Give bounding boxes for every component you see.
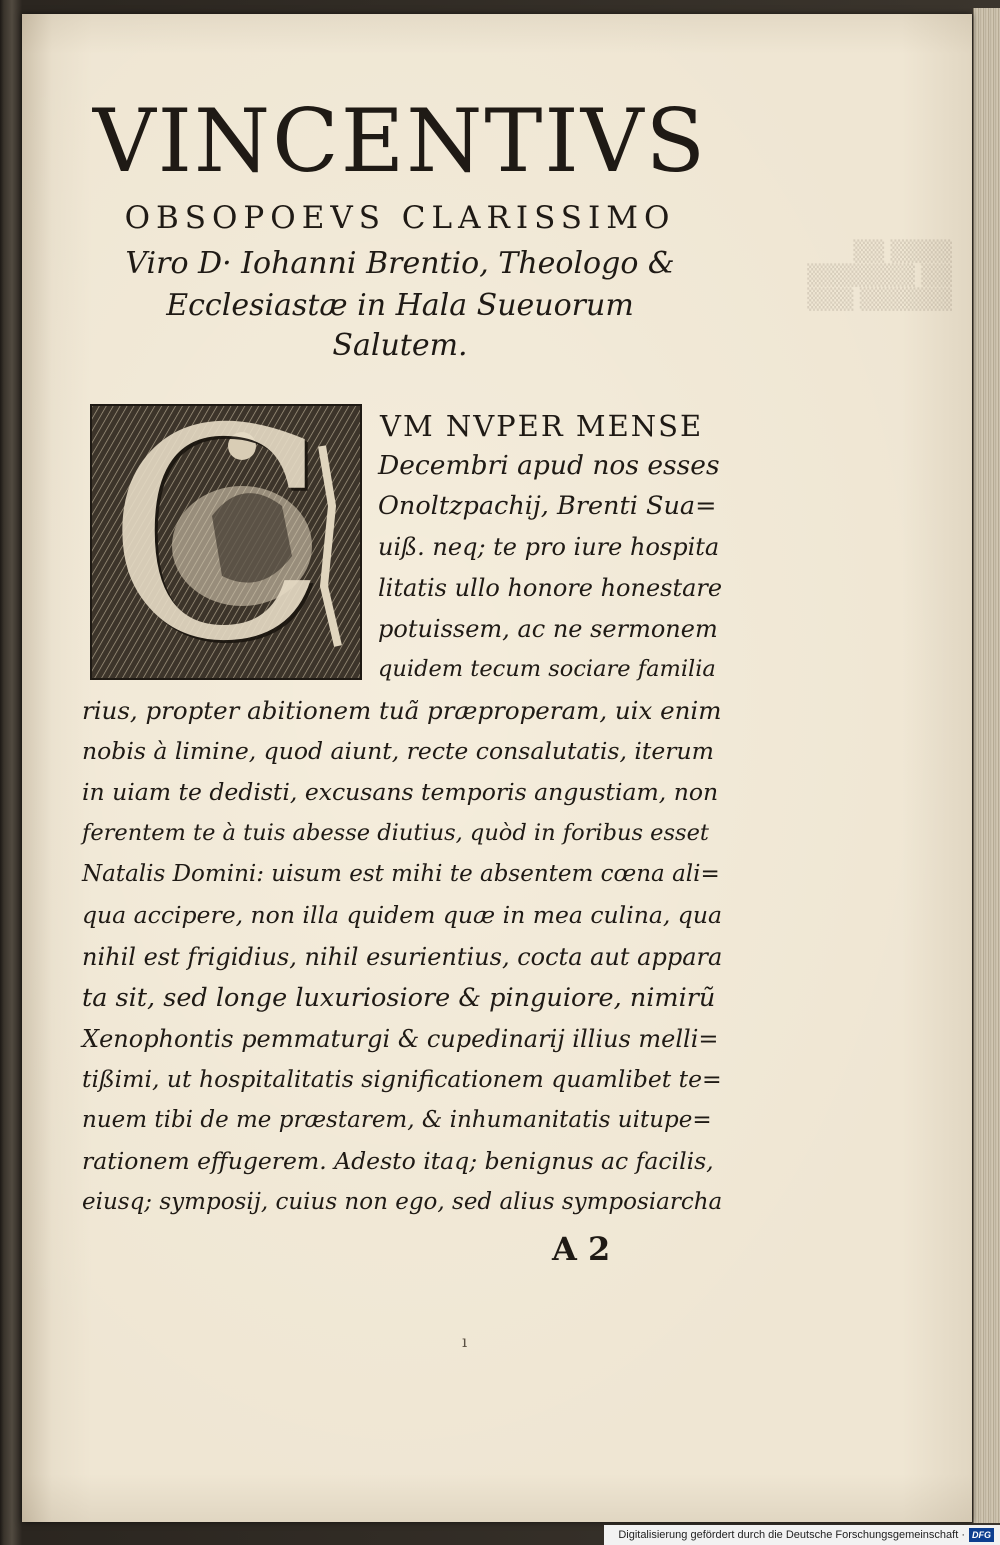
dfg-logo-icon[interactable]: DFG (969, 1528, 994, 1542)
footer-bar (604, 1525, 1000, 1545)
heading-line-2: OBSOPOEVS CLARISSIMO (124, 200, 676, 236)
body-line-9: nobis à limine, quod aiunt, recte consalutatis, iterum (82, 737, 714, 765)
body-line-4: uiß. neq; te pro iure hospita (378, 533, 720, 561)
initial-letter: C (106, 404, 328, 680)
body-line-10: in uiam te dedisti, excusans temporis angustiam, non (82, 778, 719, 806)
body-line-11: ferentem te à tuis abesse diutius, quòd in foribus esset (82, 820, 709, 846)
body-line-16: Xenophontis pemmaturgi & cupedinarij illius melli= (82, 1025, 719, 1053)
heading-line-3: Viro D· Iohanni Brentio, Theologo & (125, 246, 675, 281)
footer-credit: Digitalisierung gefördert durch die Deutsche Forschungsgemeinschaft · (618, 1529, 965, 1541)
heading-line-4: Ecclesiastæ in Hala Sueuorum (166, 288, 634, 323)
signature-mark: A 2 (552, 1230, 611, 1268)
body-line-20: eiusq; symposij, cuius non ego, sed alius symposiarcha (82, 1189, 723, 1215)
show-through-text: ▒▒ ▒▒▒▒ ▒▒▒▒▒▒▒ ▒▒ ▒▒▒ ▒▒▒▒▒▒ (807, 239, 952, 311)
book-page (22, 14, 972, 1522)
body-line-8: rius, propter abitionem tuã præproperam, uix enim (82, 696, 722, 725)
body-line-17: tißimi, ut hospitalitatis significationem quamlibet te= (82, 1065, 722, 1093)
body-line-2: Decembri apud nos esses (378, 450, 720, 481)
body-line-13: qua accipere, non illa quidem quæ in mea culina, qua (82, 901, 722, 929)
heading-line-5: Salutem. (332, 328, 468, 363)
woodcut-initial-icon (90, 404, 362, 680)
body-line-5: litatis ullo honore honestare (378, 574, 723, 602)
body-line-7: quidem tecum sociare familia (378, 656, 716, 682)
body-line-1: VM NVPER MENSE (380, 409, 704, 443)
paper-speck: ı (462, 1332, 468, 1351)
body-line-19: rationem effugerem. Adesto itaq; benignus ac facilis, (82, 1147, 714, 1175)
heading-main: VINCENTIVS (92, 90, 708, 192)
body-line-18: nuem tibi de me præstarem, & inhumanitatis uitupe= (82, 1107, 712, 1133)
body-line-6: potuissem, ac ne sermonem (378, 615, 718, 643)
body-line-14: nihil est frigidius, nihil esurientius, cocta aut appara (82, 943, 723, 971)
body-line-15: ta sit, sed longe luxuriosiore & pinguiore, nimirũ (82, 983, 716, 1013)
body-line-3: Onoltzpachij, Brenti Sua= (378, 491, 717, 521)
page-edge (973, 8, 1000, 1523)
body-line-12: Natalis Domini: uisum est mihi te absentem cœna ali= (82, 861, 720, 887)
